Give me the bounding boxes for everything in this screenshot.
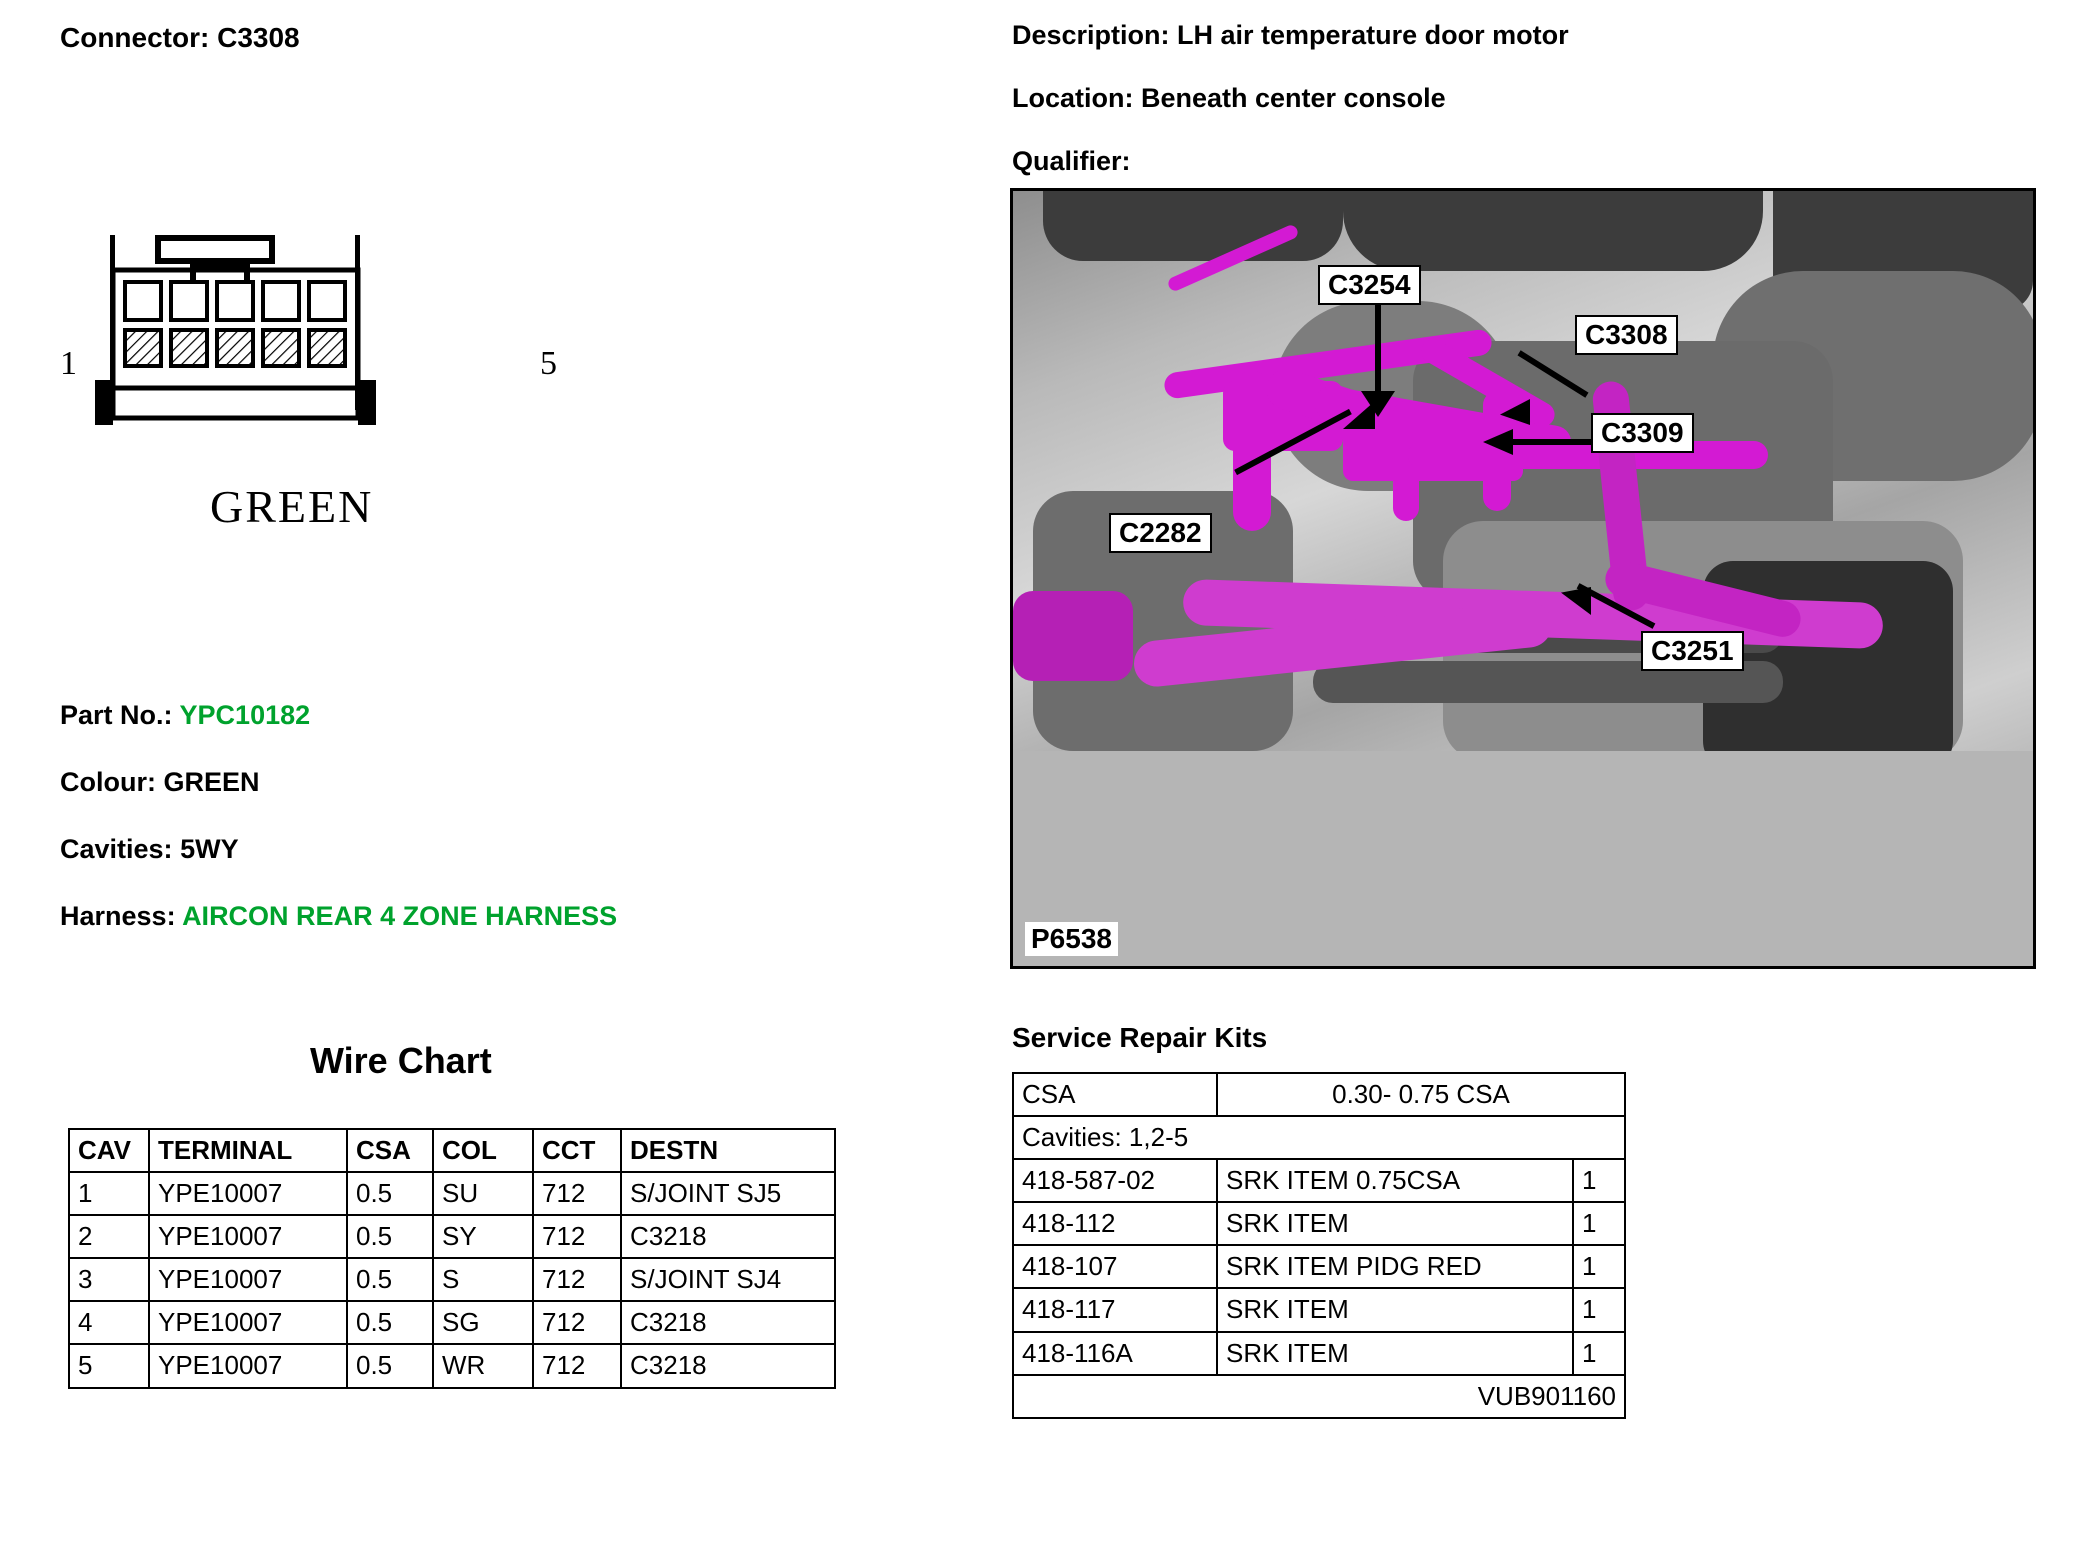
srk-csa-value: 0.30- 0.75 CSA xyxy=(1217,1073,1625,1116)
wire-cell-col: WR xyxy=(433,1344,533,1387)
srk-cell-code: 418-107 xyxy=(1013,1245,1217,1288)
wire-cell-cav: 2 xyxy=(69,1215,149,1258)
photo-shape xyxy=(1043,191,1343,261)
service-repair-kits-table xyxy=(1012,1072,1626,1419)
callout-c3309: C3309 xyxy=(1591,413,1694,453)
harness-line xyxy=(60,901,760,932)
connector-diagram xyxy=(55,230,575,560)
wire-cell-col: SU xyxy=(433,1172,533,1215)
srk-cell-code: 418-112 xyxy=(1013,1202,1217,1245)
description-block xyxy=(1012,20,1569,209)
wire-cell-terminal: YPE10007 xyxy=(149,1172,347,1215)
callout-c3308: C3308 xyxy=(1575,315,1678,355)
srk-cavities-row xyxy=(1013,1116,1625,1159)
wire-cell-csa: 0.5 xyxy=(347,1301,433,1344)
photo-id-label: P6538 xyxy=(1025,922,1118,956)
connector-colour-caption: GREEN xyxy=(210,481,374,532)
callout-c3254: C3254 xyxy=(1318,265,1421,305)
wire-cell-cct: 712 xyxy=(533,1172,621,1215)
part-no-value: YPC10182 xyxy=(179,700,311,730)
wire-cell-terminal: YPE10007 xyxy=(149,1301,347,1344)
wire-cell-col: SG xyxy=(433,1301,533,1344)
srk-cell-qty: 1 xyxy=(1573,1245,1625,1288)
pin-number-left: 1 xyxy=(60,345,77,382)
component-location-photo xyxy=(1010,188,2036,969)
wire-cell-cct: 712 xyxy=(533,1258,621,1301)
wire-cell-destn: C3218 xyxy=(621,1301,835,1344)
srk-cell-qty: 1 xyxy=(1573,1332,1625,1375)
srk-footer-code: VUB901160 xyxy=(1013,1375,1625,1418)
wire-cell-csa: 0.5 xyxy=(347,1172,433,1215)
wire-cell-csa: 0.5 xyxy=(347,1344,433,1387)
wire-cell-destn: C3218 xyxy=(621,1344,835,1387)
table-row xyxy=(1013,1288,1625,1331)
srk-cell-item: SRK ITEM xyxy=(1217,1288,1573,1331)
harness-highlight xyxy=(1408,441,1768,469)
connector-title: Connector: C3308 xyxy=(60,22,300,53)
callout-c2282: C2282 xyxy=(1109,513,1212,553)
wire-cell-cct: 712 xyxy=(533,1215,621,1258)
wire-cell-terminal: YPE10007 xyxy=(149,1258,347,1301)
srk-cell-qty: 1 xyxy=(1573,1288,1625,1331)
harness-highlight xyxy=(1013,591,1133,681)
table-row xyxy=(1013,1202,1625,1245)
srk-cell-qty: 1 xyxy=(1573,1159,1625,1202)
wire-cell-col: SY xyxy=(433,1215,533,1258)
wire-col-terminal: TERMINAL xyxy=(149,1129,347,1172)
colour-label: Colour: xyxy=(60,767,164,797)
description-line: Description: LH air temperature door motor xyxy=(1012,20,1569,50)
wire-cell-destn: S/JOINT SJ5 xyxy=(621,1172,835,1215)
srk-cavities: Cavities: 1,2-5 xyxy=(1013,1116,1625,1159)
cavities-label: Cavities: xyxy=(60,834,181,864)
table-row xyxy=(69,1215,835,1258)
srk-cell-item: SRK ITEM xyxy=(1217,1332,1573,1375)
callout-leader xyxy=(1505,439,1591,445)
wire-chart-header-row xyxy=(69,1129,835,1172)
wire-cell-csa: 0.5 xyxy=(347,1215,433,1258)
wire-chart-table xyxy=(68,1128,836,1389)
wire-cell-col: S xyxy=(433,1258,533,1301)
callout-leader xyxy=(1375,303,1381,403)
wire-cell-destn: C3218 xyxy=(621,1215,835,1258)
wire-cell-cav: 3 xyxy=(69,1258,149,1301)
wire-col-cct: CCT xyxy=(533,1129,621,1172)
callout-c3251: C3251 xyxy=(1641,631,1744,671)
wire-col-col: COL xyxy=(433,1129,533,1172)
srk-header-row xyxy=(1013,1073,1625,1116)
srk-csa-header: CSA xyxy=(1013,1073,1217,1116)
table-row xyxy=(1013,1159,1625,1202)
table-row xyxy=(69,1172,835,1215)
wire-col-cav: CAV xyxy=(69,1129,149,1172)
wire-col-destn: DESTN xyxy=(621,1129,835,1172)
srk-cell-code: 418-117 xyxy=(1013,1288,1217,1331)
wire-cell-cav: 1 xyxy=(69,1172,149,1215)
srk-cell-code: 418-116A xyxy=(1013,1332,1217,1375)
wire-cell-terminal: YPE10007 xyxy=(149,1344,347,1387)
location-line: Location: Beneath center console xyxy=(1012,83,1446,113)
srk-cell-item: SRK ITEM PIDG RED xyxy=(1217,1245,1573,1288)
wire-cell-csa: 0.5 xyxy=(347,1258,433,1301)
wire-cell-cav: 5 xyxy=(69,1344,149,1387)
wire-chart-title: Wire Chart xyxy=(310,1040,492,1081)
colour-value: GREEN xyxy=(163,767,260,797)
cavities-value: 5WY xyxy=(180,834,239,864)
wire-cell-destn: S/JOINT SJ4 xyxy=(621,1258,835,1301)
part-no-label: Part No.: xyxy=(60,700,180,730)
wire-cell-cct: 712 xyxy=(533,1301,621,1344)
srk-cell-qty: 1 xyxy=(1573,1202,1625,1245)
photo-shape xyxy=(1343,188,1763,271)
srk-cell-item: SRK ITEM 0.75CSA xyxy=(1217,1159,1573,1202)
cavities-line xyxy=(60,834,760,865)
part-no-line xyxy=(60,700,760,731)
harness-value: AIRCON REAR 4 ZONE HARNESS xyxy=(182,901,618,931)
table-row xyxy=(1013,1245,1625,1288)
connector-info-list xyxy=(60,700,760,968)
srk-cell-item: SRK ITEM xyxy=(1217,1202,1573,1245)
wire-cell-cct: 712 xyxy=(533,1344,621,1387)
harness-label: Harness: xyxy=(60,901,183,931)
photo-shape xyxy=(1013,751,2033,966)
table-row xyxy=(1013,1332,1625,1375)
table-row xyxy=(69,1344,835,1387)
srk-footer-row xyxy=(1013,1375,1625,1418)
colour-line xyxy=(60,767,760,798)
pin-number-right: 5 xyxy=(540,345,557,382)
srk-cell-code: 418-587-02 xyxy=(1013,1159,1217,1202)
table-row xyxy=(69,1258,835,1301)
wire-cell-cav: 4 xyxy=(69,1301,149,1344)
qualifier-line: Qualifier: xyxy=(1012,146,1131,176)
service-repair-kits-title: Service Repair Kits xyxy=(1012,1022,1268,1053)
wire-col-csa: CSA xyxy=(347,1129,433,1172)
wire-cell-terminal: YPE10007 xyxy=(149,1215,347,1258)
table-row xyxy=(69,1301,835,1344)
